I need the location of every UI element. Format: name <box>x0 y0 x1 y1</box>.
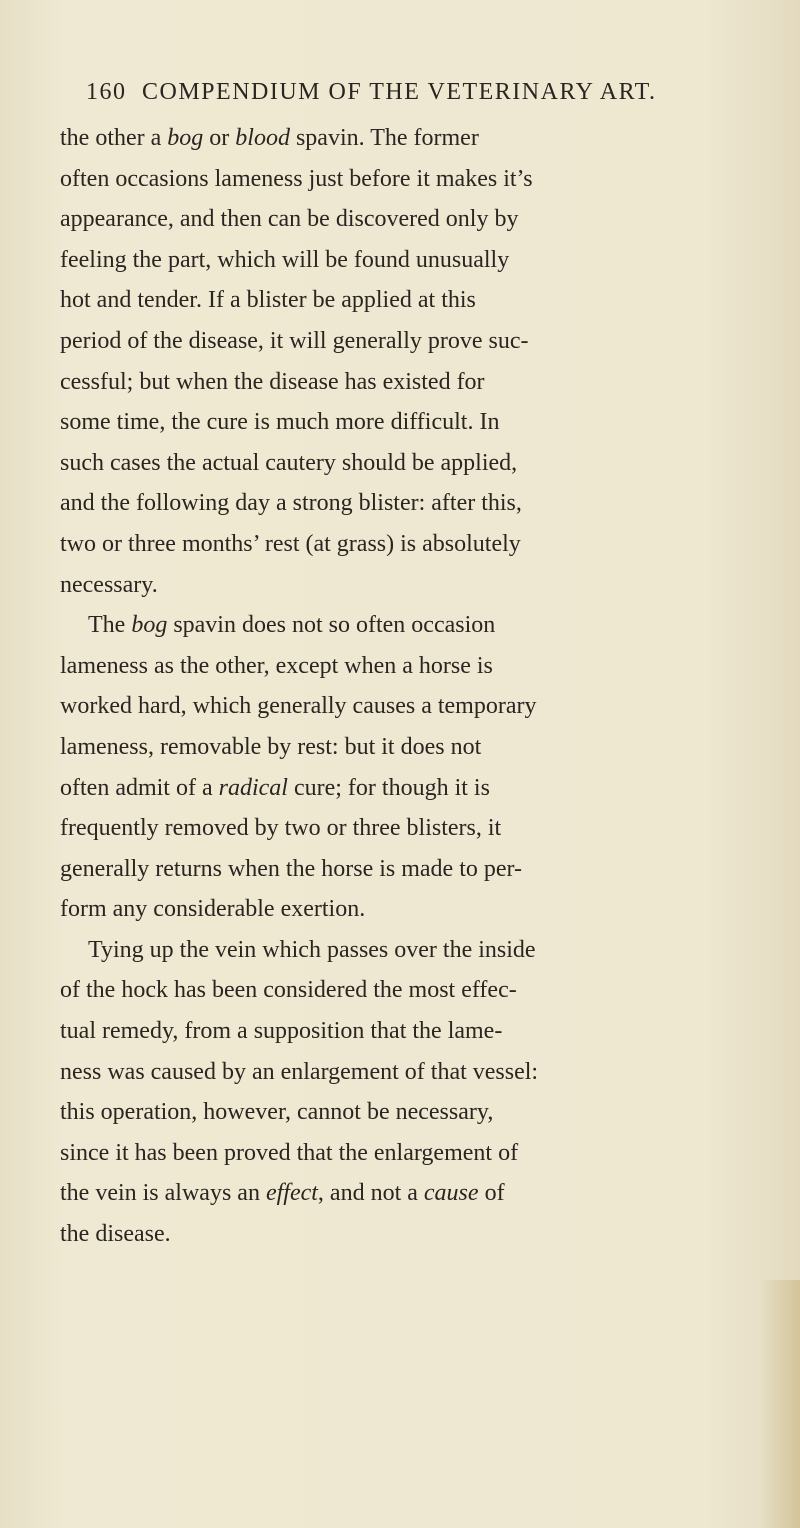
text-line <box>60 1173 800 1214</box>
text-run: The <box>88 612 132 639</box>
text-run: of <box>478 1180 505 1207</box>
text-line <box>60 1092 800 1133</box>
text-run: this operation, however, cannot be necessary, <box>60 1099 494 1126</box>
text-line <box>60 768 800 809</box>
text-run: and the following day a strong blister: after this, <box>60 490 522 517</box>
text-run: appearance, and then can be discovered only by <box>60 206 519 233</box>
text-run: or <box>203 125 236 151</box>
text-run: worked hard, which generally causes a temporary <box>60 693 537 720</box>
text-line <box>60 199 800 240</box>
text-line <box>60 849 800 890</box>
text-line <box>60 443 800 484</box>
text-run: often occasions lameness just before it makes it’s <box>60 165 533 192</box>
text-line <box>60 159 800 200</box>
text-run: the other a <box>60 125 168 151</box>
body-text <box>60 118 800 1255</box>
text-run: form any considerable exertion. <box>60 896 366 923</box>
text-run: cessful; but when the disease has existed for <box>60 368 485 395</box>
text-line <box>60 686 800 727</box>
text-run: frequently removed by two or three blisters, it <box>60 815 502 842</box>
text-run: the vein is always an <box>60 1180 266 1207</box>
text-line <box>60 524 800 565</box>
page-edge-stain <box>760 1280 800 1528</box>
italic-term: bog <box>131 612 168 639</box>
text-run: the disease. <box>60 1221 171 1248</box>
text-run: , and not a <box>317 1180 424 1207</box>
text-line <box>60 605 800 646</box>
text-run: of the hock has been considered the most effec- <box>60 977 517 1004</box>
text-run: cure; for though it is <box>287 774 490 801</box>
text-line <box>60 1133 800 1174</box>
text-line <box>60 808 800 849</box>
text-run: ness was caused by an enlargement of that vessel: <box>60 1058 539 1085</box>
text-run: period of the disease, it will generally prove suc- <box>60 327 529 354</box>
text-run: two or three months’ rest (at grass) is absolutely <box>60 530 521 557</box>
italic-term: radical <box>218 774 288 801</box>
text-line <box>60 118 800 159</box>
text-line <box>60 1214 800 1255</box>
text-run: hot and tender. If a blister be applied at this <box>60 287 476 314</box>
running-header <box>86 72 736 112</box>
text-line <box>60 930 800 971</box>
text-line <box>60 970 800 1011</box>
text-line <box>60 1052 800 1093</box>
text-run: necessary. <box>60 571 158 598</box>
text-run: often admit of a <box>60 774 219 801</box>
text-run: Tying up the vein which passes over the inside <box>88 936 536 963</box>
text-line <box>60 1011 800 1052</box>
text-line <box>60 362 800 403</box>
text-run: tual remedy, from a supposition that the lame- <box>60 1018 503 1045</box>
text-run: lameness as the other, except when a horse is <box>60 652 493 679</box>
text-run: generally returns when the horse is made to per- <box>60 855 523 882</box>
text-run: such cases the actual cautery should be applied, <box>60 449 518 476</box>
text-line <box>60 321 800 362</box>
page-number: 160 <box>86 79 127 105</box>
text-run: lameness, removable by rest: but it does not <box>60 733 482 760</box>
running-title: COMPENDIUM OF THE VETERINARY ART. <box>142 79 657 105</box>
italic-term: bog <box>167 125 204 151</box>
italic-term: effect <box>265 1180 318 1207</box>
text-run: since it has been proved that the enlargement of <box>60 1139 519 1166</box>
text-line <box>60 280 800 321</box>
text-run: feeling the part, which will be found unusually <box>60 246 510 273</box>
text-run: some time, the cure is much more difficult. In <box>60 409 500 436</box>
text-line <box>60 889 800 930</box>
text-line <box>60 483 800 524</box>
text-run: spavin. The former <box>289 125 479 151</box>
text-run: spavin does not so often occasion <box>167 612 496 639</box>
text-line <box>60 646 800 687</box>
text-line <box>60 402 800 443</box>
text-line <box>60 727 800 768</box>
italic-term: cause <box>423 1180 479 1207</box>
text-line <box>60 565 800 606</box>
italic-term: blood <box>235 125 290 151</box>
text-line <box>60 240 800 281</box>
